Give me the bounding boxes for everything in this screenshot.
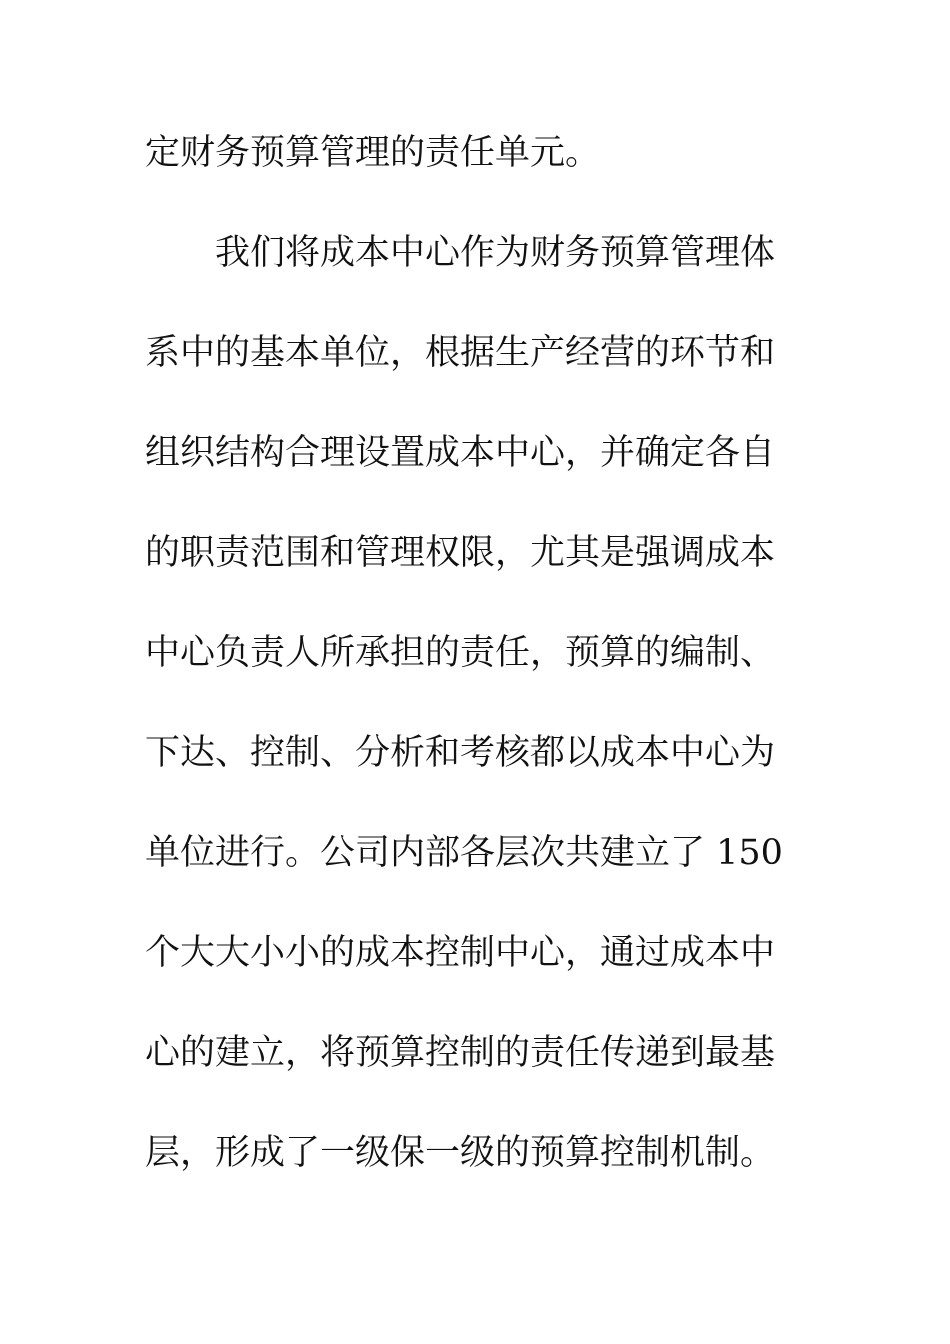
paragraph-first-line: 我们将成本中心作为财务预算管理体 (215, 233, 776, 273)
text-line: 单位进行。公司内部各层次共建立了 150 (145, 833, 783, 873)
text-line: 中心负责人所承担的责任，预算的编制、 (145, 633, 776, 673)
text-line: 心的建立，将预算控制的责任传递到最基 (145, 1033, 776, 1073)
text-line: 系中的基本单位，根据生产经营的环节和 (145, 333, 776, 373)
text-line: 定财务预算管理的责任单元。 (145, 133, 601, 173)
text-line: 的职责范围和管理权限，尤其是强调成本 (145, 533, 776, 573)
text-line: 组织结构合理设置成本中心，并确定各自 (145, 433, 776, 473)
text-line: 层，形成了一级保一级的预算控制机制。 (145, 1133, 776, 1173)
text-line: 个大大小小的成本控制中心，通过成本中 (145, 933, 776, 973)
text-line: 下达、控制、分析和考核都以成本中心为 (145, 733, 776, 773)
